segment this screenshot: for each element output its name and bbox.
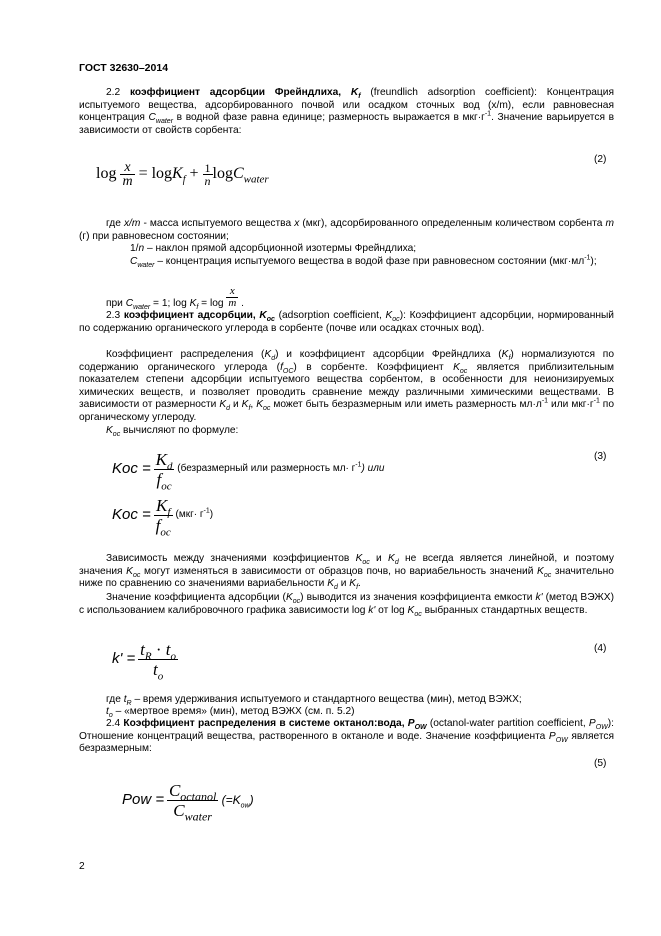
equation-number-3: (3) xyxy=(594,451,607,462)
where-x-m: где x/m - масса испытуемого вещества x (мкг), адсорбированного определенным количеством сорбента m (г) при равновесном состоянии; xyxy=(79,218,614,242)
equation-number-5: (5) xyxy=(594,758,607,769)
where-to: $t_o$ – «мертвое время» (мин), метод ВЭЖХ (см. п. 5.2) xyxy=(106,706,355,720)
equation-number-2: (2) xyxy=(594,154,607,165)
section-2-2: 2.2 коэффициент адсорбции Фрейндлиха, $K_f$ (freundlich adsorption coefficient): Концентрация испытуемого вещества, адсорбированного почвой или осадком сточных вод (x/m), если равновесная концентрация $C_{water}$ в водной фазе равна единице; размерность выражается в $мкг\cdot г^{-1}$. Значение варьируется в зависимости от свойств сорбента: xyxy=(79,87,614,136)
where-n: 1/n – наклон прямой адсорбционной изотермы Фрейндлиха; xyxy=(130,243,417,254)
document-header: ГОСТ 32630–2014 xyxy=(79,62,169,74)
equation-3b: Koc = $\frac{K_f}{f_{oc}}$ $(мкг\cdot г^{-1})$ xyxy=(112,496,214,539)
equation-2: log $\frac{x}{m}$ = logK$_f$ + $\frac{1}{n}$ logC$_{water}$ xyxy=(96,160,269,189)
where-cwater: $C_{water}$ – концентрация испытуемого вещества в водой фазе при равновесном состоянии $(мкг\cdot мл^{-1})$; xyxy=(130,254,597,270)
paragraph-normalization: Коэффициент распределения $(K_d)$ и коэффициент адсорбции Фрейндлиха $(K_f)$ нормализуются по содержанию органического углерода $(f_{OC})$ в сорбенте. Коэффициент $K_{oc}$ является приблизительным показателем степени адсорбции испытуемого вещества сорбентом, в особенности для неионизируемых химических веществ, и позволяет проводить сравнение между различными химическими веществами. В зависимости от размерности $K_d$ и $K_f$, $K_{oc}$ может быть безразмерным или иметь размерность $мл\cdot л^{-1}$ или $мкг\cdot г^{-1}$ по органическому углероду. xyxy=(79,349,615,423)
section-2-4: 2.4 Коэффициент распределения в системе октанол:вода, $P_{OW}$ (octanol-water partition coefficient, $P_{OW}$): Отношение концентраций вещества, растворенного в октаноле и воде. Значение коэффициента $P_{OW}$ является безразмерным: xyxy=(79,718,614,755)
section-2-3: 2.3 коэффициент адсорбции, $K_{oc}$ (adsorption coefficient, $K_{oc}$): Коэффициент адсорбции, нормированный по содержанию органического углерода в сорбенте (почве или осадках сточных вод). xyxy=(79,310,614,334)
term-freundlich: коэффициент адсорбции Фрейндлиха, xyxy=(129,87,351,98)
equation-3a: Koc = $\frac{K_d}{f_{oc}}$ (безразмерный или размерность $мл\cdot г^{-1}$) или xyxy=(112,450,385,493)
page-number: 2 xyxy=(79,861,85,872)
koc-formula-intro: $K_{oc}$ вычисляют по формуле: xyxy=(106,425,239,439)
condition-line: при $C_{water} = 1$; $\log K_f = \log$ $\frac{x}{m}$ . xyxy=(106,285,244,312)
where-tr: где $t_R$ – время удерживания испытуемого и стандартного вещества (мин), метод ВЭЖХ; xyxy=(106,694,522,708)
equation-5: Pow = $\frac{C_{octanol}}{C_{water}}$ $(=K_{ow})$ xyxy=(122,781,254,824)
paragraph-dependence: Зависимость между значениями коэффициентов $K_{oc}$ и $K_d$ не всегда является линейной, и поэтому значения $K_{oc}$ могут изменяться в зависимости от образцов почв, но вариабельность значений $K_{oc}$ значительно ниже по сравнению со значениями вариабельности $K_d$ и $K_f$. xyxy=(79,553,614,592)
paragraph-value: Значение коэффициента адсорбции $(K_{oc})$ выводится из значения коэффициента емкости k' (метод ВЭЖХ) с использованием калибровочного графика зависимости log k' от $\log K_{oc}$ выбранных стандартных веществ. xyxy=(79,592,614,618)
equation-4: k' = $\frac{t_R \cdot t_o}{t_o}$ xyxy=(112,640,177,683)
equation-number-4: (4) xyxy=(594,643,607,654)
